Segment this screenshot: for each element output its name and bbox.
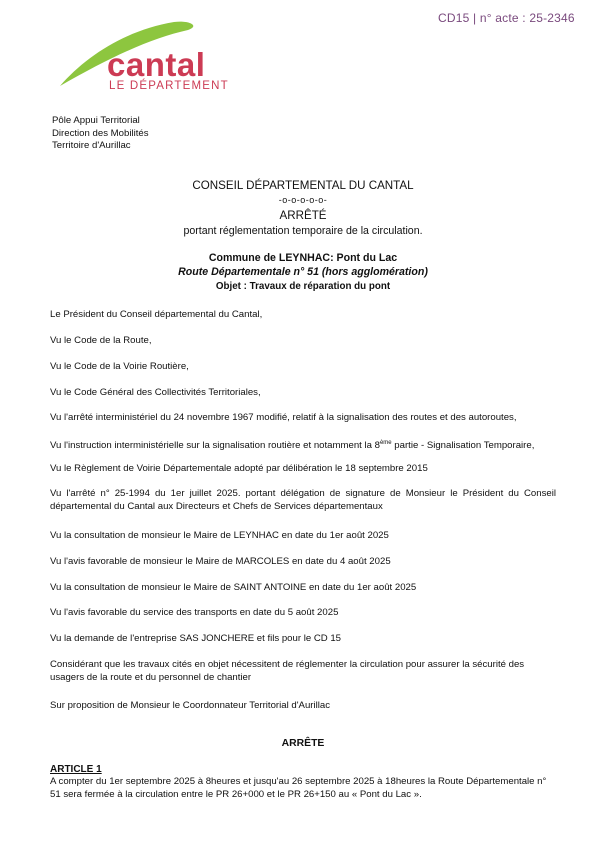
act-type: ARRÊTÉ (279, 209, 327, 222)
vu-consultation-leynhac: Vu la consultation de monsieur le Maire de LEYNHAC en date du 1er août 2025 (50, 530, 389, 541)
article-1-heading: ARTICLE 1 (50, 764, 102, 775)
act-reference-stamp: CD15 | n° acte : 25-2346 (438, 11, 575, 25)
vu-arrete-1967: Vu l'arrêté interministériel du 24 novembre 1967 modifié, relatif à la signalisation des routes et des autoroutes, (50, 412, 517, 423)
proposal-line: Sur proposition de Monsieur le Coordonnateur Territorial d'Aurillac (50, 700, 331, 711)
vu-avis-marcoles: Vu l'avis favorable de monsieur le Maire de MARCOLES en date du 4 août 2025 (50, 556, 391, 567)
logo-subtitle: LE DÉPARTEMENT (109, 80, 229, 92)
vu-cgct: Vu le Code Général des Collectivités Territoriales, (50, 387, 261, 398)
vu-instruction: Vu l'instruction interministérielle sur la signalisation routière et notamment la 8ème partie - Signalisation Temporaire, (50, 440, 535, 452)
act-subject: portant réglementation temporaire de la circulation. (183, 225, 423, 237)
council-title: CONSEIL DÉPARTEMENTAL DU CANTAL (192, 179, 414, 192)
article-1-text: A compter du 1er septembre 2025 à 8heures et jusqu'au 26 septembre 2025 à 18heures la Route Départementale n° 51 sera fermée à la circulation entre le PR 26+000 et le PR 26+150 au « Pont du Lac ». (50, 776, 547, 800)
considering-paragraph: Considérant que les travaux cités en objet nécessitent de réglementer la circulation pour assurer la sécurité des usagers de la route et du personnel de chantier (50, 659, 525, 683)
president-line: Le Président du Conseil départemental du Cantal, (50, 309, 263, 320)
road-reference: Route Départementale n° 51 (hors agglomération) (178, 266, 428, 278)
commune-name: Commune de LEYNHAC: Pont du Lac (208, 252, 398, 264)
vu-delegation: Vu l'arrêté n° 25-1994 du 1er juillet 2025. portant délégation de signature de Monsieur le Président du Conseil départemental du Cantal aux Directeurs et Chefs de Services départementaux (50, 488, 556, 512)
header-line: Direction des Mobilités (52, 127, 149, 139)
decision-heading: ARRÊTE (281, 738, 325, 749)
header-line: Pôle Appui Territorial (52, 115, 140, 126)
vu-code-route: Vu le Code de la Route, (50, 335, 152, 346)
vu-demande-entreprise: Vu la demande de l'entreprise SAS JONCHERE et fils pour le CD 15 (50, 633, 342, 644)
title-separator: -o-o-o-o-o- (278, 195, 328, 205)
vu-consultation-saint-antoine: Vu la consultation de monsieur le Maire de SAINT ANTOINE en date du 1er août 2025 (50, 582, 417, 593)
vu-reglement-voirie: Vu le Règlement de Voirie Départementale adopté par délibération le 18 septembre 2015 (50, 463, 428, 474)
header-line: Territoire d'Aurillac (52, 140, 131, 151)
header-block (52, 115, 149, 153)
object-line: Objet : Travaux de réparation du pont (215, 281, 391, 292)
logo-wordmark: cantal (107, 46, 206, 83)
vu-code-voirie: Vu le Code de la Voirie Routière, (50, 361, 189, 372)
vu-avis-transports: Vu l'avis favorable du service des transports en date du 5 août 2025 (50, 607, 339, 618)
